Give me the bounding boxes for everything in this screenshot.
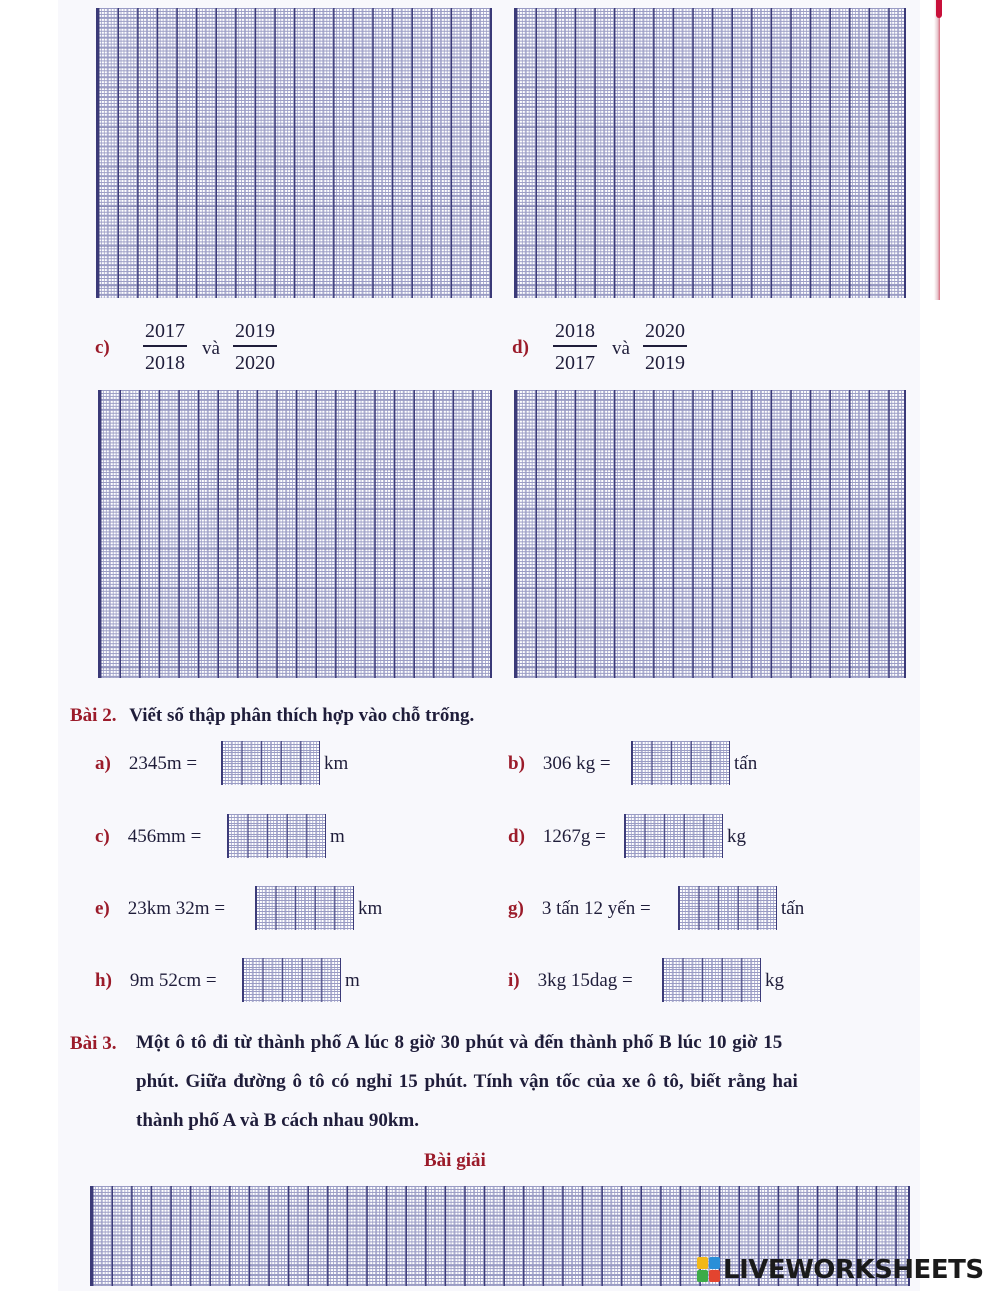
solution-heading: Bài giải: [424, 1150, 486, 1171]
item-e: [95, 898, 225, 920]
item-a-expression: 2345m =: [128, 753, 198, 774]
item-d: [508, 826, 606, 848]
item-h-expression: 9m 52cm =: [129, 970, 217, 991]
fraction-d-2: [643, 320, 687, 374]
exercise-3-line-1: Một ô tô đi từ thành phố A lúc 8 giờ 30 phút và đến thành phố B lúc 10 giờ 15: [136, 1032, 783, 1053]
item-e-expression: 23km 32m =: [127, 898, 226, 919]
item-h-unit: m: [345, 970, 360, 991]
item-b-label: b): [508, 753, 525, 774]
question-c-label: c): [95, 337, 110, 358]
answer-box-g[interactable]: [678, 886, 777, 930]
joiner-d: và: [612, 338, 630, 359]
joiner-c: và: [202, 338, 220, 359]
exercise-2-title: Viết số thập phân thích hợp vào chỗ trống.: [129, 705, 475, 726]
item-d-expression: 1267g =: [542, 826, 606, 847]
item-i-expression: 3kg 15dag =: [537, 970, 633, 991]
answer-box-d[interactable]: [624, 814, 723, 858]
denominator: 2020: [235, 351, 275, 374]
answer-grid-d[interactable]: [514, 390, 906, 678]
fraction-d-1: [553, 320, 597, 374]
answer-box-c[interactable]: [227, 814, 326, 858]
page-edge-marker: [934, 0, 940, 300]
item-e-label: e): [95, 898, 110, 919]
item-h-label: h): [95, 970, 112, 991]
item-i-label: i): [508, 970, 520, 991]
denominator: 2019: [645, 351, 685, 374]
item-a-label: a): [95, 753, 111, 774]
brand-name: LIVEWORKSHEETS: [723, 1255, 984, 1285]
item-c: [95, 826, 201, 848]
fraction-bar: [553, 345, 597, 347]
exercise-3-text: [136, 1023, 913, 1140]
item-g-expression: 3 tấn 12 yến =: [541, 898, 651, 919]
item-c-label: c): [95, 826, 110, 847]
item-b-unit: tấn: [734, 753, 758, 774]
answer-box-i[interactable]: [662, 958, 761, 1002]
numerator: 2019: [235, 320, 275, 342]
denominator: 2017: [555, 351, 595, 374]
fraction-c-2: [233, 320, 277, 374]
item-a: [95, 753, 197, 775]
numerator: 2017: [145, 320, 185, 342]
item-d-label: d): [508, 826, 525, 847]
item-g-unit: tấn: [781, 898, 805, 919]
answer-box-b[interactable]: [631, 741, 730, 785]
liveworksheets-logo: [697, 1255, 984, 1285]
item-e-unit: km: [358, 898, 383, 919]
fraction-c-1: [143, 320, 187, 374]
numerator: 2020: [645, 320, 685, 342]
item-b: [508, 753, 611, 775]
item-i-unit: kg: [765, 970, 784, 991]
item-c-expression: 456mm =: [127, 826, 202, 847]
item-a-unit: km: [324, 753, 349, 774]
liveworksheets-icon: [697, 1257, 721, 1283]
item-b-expression: 306 kg =: [542, 753, 611, 774]
exercise-3-line-2: phút. Giữa đường ô tô có nghỉ 15 phút. Tính vận tốc của xe ô tô, biết rằng hai: [136, 1071, 798, 1092]
denominator: 2018: [145, 351, 185, 374]
answer-grid-c[interactable]: [98, 390, 492, 678]
exercise-2-label: Bài 2.: [70, 705, 117, 726]
exercise-3-number: Bài 3.: [70, 1033, 117, 1054]
item-d-unit: kg: [727, 826, 746, 847]
exercise-3-line-3: thành phố A và B cách nhau 90km.: [136, 1110, 419, 1131]
item-g: [508, 898, 651, 920]
fraction-bar: [143, 345, 187, 347]
exercise-3-label: [70, 1033, 116, 1055]
answer-grid-a[interactable]: [96, 8, 492, 298]
answer-grid-b[interactable]: [514, 8, 906, 298]
answer-box-h[interactable]: [242, 958, 341, 1002]
answer-box-a[interactable]: [221, 741, 320, 785]
fraction-bar: [643, 345, 687, 347]
item-c-unit: m: [330, 826, 345, 847]
item-i: [508, 970, 633, 992]
numerator: 2018: [555, 320, 595, 342]
exercise-2-heading: [70, 705, 474, 727]
item-g-label: g): [508, 898, 524, 919]
question-d-label: d): [512, 337, 529, 358]
fraction-bar: [233, 345, 277, 347]
answer-box-e[interactable]: [255, 886, 354, 930]
item-h: [95, 970, 217, 992]
